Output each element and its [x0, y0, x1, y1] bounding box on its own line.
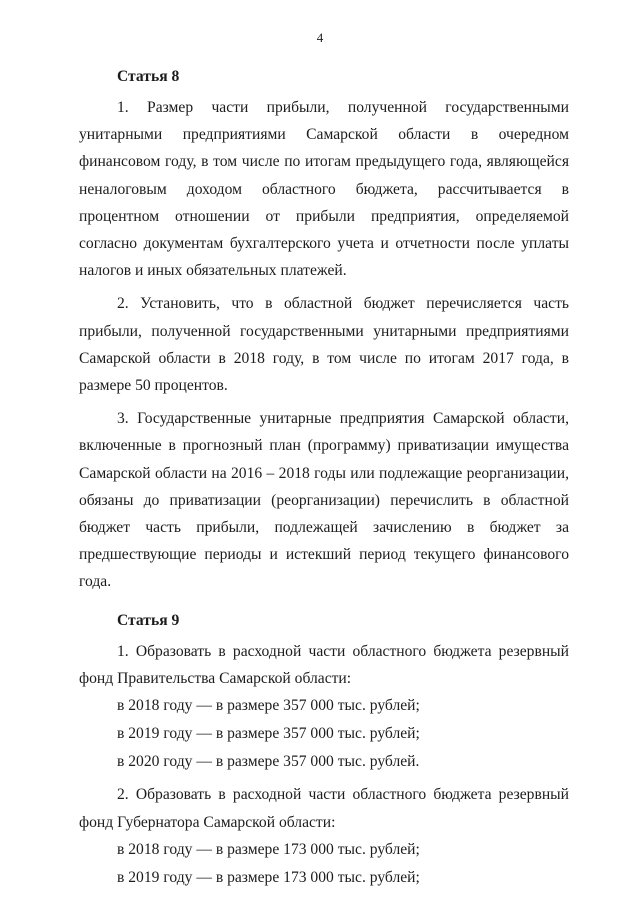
article-8-paragraph-1: 1. Размер части прибыли, полученной государственными унитарными предприятиями Самарской области в очередном финансовом году, в том числе по итогам предыдущего года, являющейся неналоговым доходом областного бюджета, рассчитывается в процентном отношении от прибыли предприятия, определяемой согласно документам бухгалтерского учета и отчетности после уплаты налогов и иных обязательных платежей. [79, 99, 569, 280]
list-item: в 2018 году — в размере 357 000 тыс. рублей; [117, 697, 420, 715]
article-9-paragraph-2: 2. Образовать в расходной части областного бюджета резервный фонд Губернатора Самарской области: [79, 786, 569, 831]
article-8-paragraph-3: 3. Государственные унитарные предприятия Самарской области, включенные в прогнозный план (программу) приватизации имущества Самарской области на 2016 – 2018 годы или подлежащие реорганизации, обязаны до приватизации (реорганизации) перечислить в областной бюджет часть прибыли, подлежащей зачислению в бюджет за предшествующие периоды и истекший период текущего финансового года. [79, 410, 569, 591]
list-item: в 2020 году — в размере 357 000 тыс. рублей. [117, 752, 420, 770]
article-8-heading: Статья 8 [117, 68, 180, 85]
article-8-paragraph-2: 2. Установить, что в областной бюджет перечисляется часть прибыли, полученной государственными унитарными предприятиями Самарской области в 2018 году, в том числе по итогам 2017 года, в размере 50 процентов. [79, 295, 569, 395]
article-9-paragraph-1: 1. Образовать в расходной части областного бюджета резервный фонд Правительства Самарской области: [79, 642, 569, 687]
list-item: в 2019 году — в размере 173 000 тыс. рублей; [117, 868, 420, 886]
article-9-heading: Статья 9 [117, 611, 180, 629]
list-item: в 2019 году — в размере 357 000 тыс. рублей; [117, 724, 420, 742]
page-number: 4 [316, 30, 324, 45]
document-body [79, 64, 569, 891]
article-8 [79, 64, 569, 596]
list-item: в 2018 году — в размере 173 000 тыс. рублей; [117, 840, 420, 858]
article-9 [79, 608, 569, 892]
